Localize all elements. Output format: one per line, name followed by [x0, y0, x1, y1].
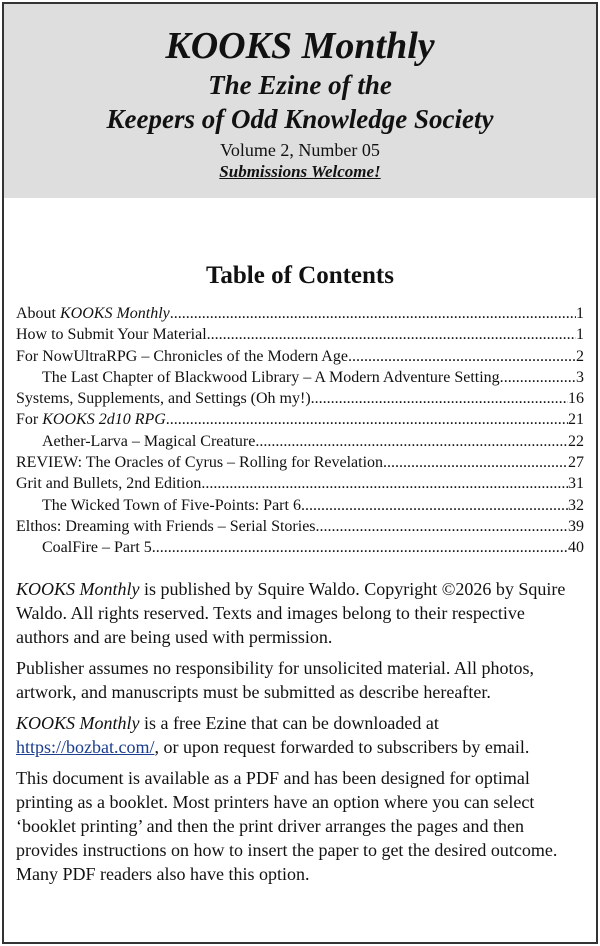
toc-leader-dots — [170, 303, 576, 324]
toc-entry-page: 31 — [568, 475, 584, 493]
document-page — [2, 2, 598, 944]
toc-leader-dots — [504, 367, 576, 388]
toc-leader-dots — [166, 409, 568, 430]
toc-entry-title: About KOOKS Monthly — [16, 305, 170, 322]
toc-entry-page: 1 — [576, 326, 584, 344]
toc-entry-title: Systems, Supplements, and Settings (Oh my!) — [16, 390, 311, 408]
toc-entry-page: 1 — [576, 305, 584, 322]
toc-entry[interactable] — [16, 346, 584, 367]
toc-entry-page: 3 — [576, 368, 584, 386]
toc-entry-title: How to Submit Your Material — [16, 326, 207, 344]
toc-entry-title: Aether-Larva – Magical Creature — [42, 432, 256, 450]
toc-entry[interactable] — [16, 537, 584, 558]
toc-entry-page: 22 — [568, 432, 584, 450]
toc-entry-page: 2 — [576, 347, 584, 365]
bozbat-link[interactable]: https://bozbat.com/ — [16, 736, 155, 757]
toc-entry[interactable] — [16, 367, 584, 388]
booklet-printing-paragraph: This document is available as a PDF and has been designed for optimal printing as a booklet. Most printers have an option where you can select ‘booklet printing’ and then the print driver arranges the pages and then provides instructions on how to insert the paper to get the desired outcome. Many PDF readers also have this option. — [16, 767, 558, 884]
toc-entry[interactable] — [16, 516, 584, 537]
disclaimer-paragraph: Publisher assumes no responsibility for unsolicited material. All photos, artwork, and manuscripts must be submitted as describe hereafter. — [16, 657, 534, 702]
toc-entry-title: For KOOKS 2d10 RPG — [16, 411, 166, 429]
ezine-subtitle-line2: Keepers of Odd Knowledge Society — [106, 104, 494, 134]
toc-leader-dots — [301, 495, 568, 516]
toc-entry[interactable] — [16, 324, 584, 345]
download-paragraph: KOOKS Monthly is a free Ezine that can be downloaded at https://bozbat.com/, or upon request forwarded to subscribers by email. — [16, 712, 530, 757]
submissions-welcome: Submissions Welcome! — [219, 162, 381, 181]
toc-leader-dots — [316, 516, 568, 537]
toc-heading: Table of Contents — [206, 262, 394, 289]
toc-entry[interactable] — [16, 388, 584, 409]
toc-entry-title: The Last Chapter of Blackwood Library – A Modern Adventure Setting. — [42, 368, 504, 386]
toc-entry[interactable] — [16, 473, 584, 494]
toc-entry-page: 27 — [568, 454, 584, 472]
table-of-contents — [4, 303, 596, 559]
toc-entry[interactable] — [16, 452, 584, 473]
toc-entry-title: For NowUltraRPG – Chronicles of the Modern Age — [16, 347, 348, 365]
toc-leader-dots — [255, 431, 568, 452]
toc-entry-page: 39 — [568, 517, 584, 535]
toc-entry-title: CoalFire – Part 5 — [42, 539, 152, 557]
toc-leader-dots — [201, 473, 568, 494]
toc-leader-dots — [207, 324, 576, 345]
toc-entry[interactable] — [16, 495, 584, 516]
toc-leader-dots — [311, 388, 568, 409]
toc-entry-page: 32 — [568, 496, 584, 514]
toc-entry-page: 16 — [568, 390, 584, 408]
toc-entry-title: REVIEW: The Oracles of Cyrus – Rolling for Revelation — [16, 454, 384, 472]
toc-entry-title: Elthos: Dreaming with Friends – Serial Stories — [16, 517, 316, 535]
colophon — [4, 577, 596, 886]
toc-leader-dots — [383, 452, 568, 473]
toc-entry-title: Grit and Bullets, 2nd Edition — [16, 475, 202, 493]
ezine-title: KOOKS Monthly — [165, 25, 435, 67]
toc-entry[interactable] — [16, 431, 584, 452]
volume-number: Volume 2, Number 05 — [220, 140, 380, 160]
masthead — [4, 4, 596, 198]
toc-entry-title: The Wicked Town of Five-Points: Part 6 — [42, 496, 301, 514]
ezine-subtitle-line1: The Ezine of the — [208, 70, 392, 100]
toc-entry-page: 40 — [568, 539, 584, 557]
toc-leader-dots — [152, 537, 568, 558]
copyright-paragraph: KOOKS Monthly is published by Squire Waldo. Copyright ©2026 by Squire Waldo. All rights reserved. Texts and images belong to their respective authors and are being used with permission. — [16, 578, 566, 647]
toc-leader-dots — [348, 346, 576, 367]
toc-entry[interactable] — [16, 409, 584, 430]
toc-entry-page: 21 — [568, 411, 584, 429]
toc-entry[interactable] — [16, 303, 584, 324]
